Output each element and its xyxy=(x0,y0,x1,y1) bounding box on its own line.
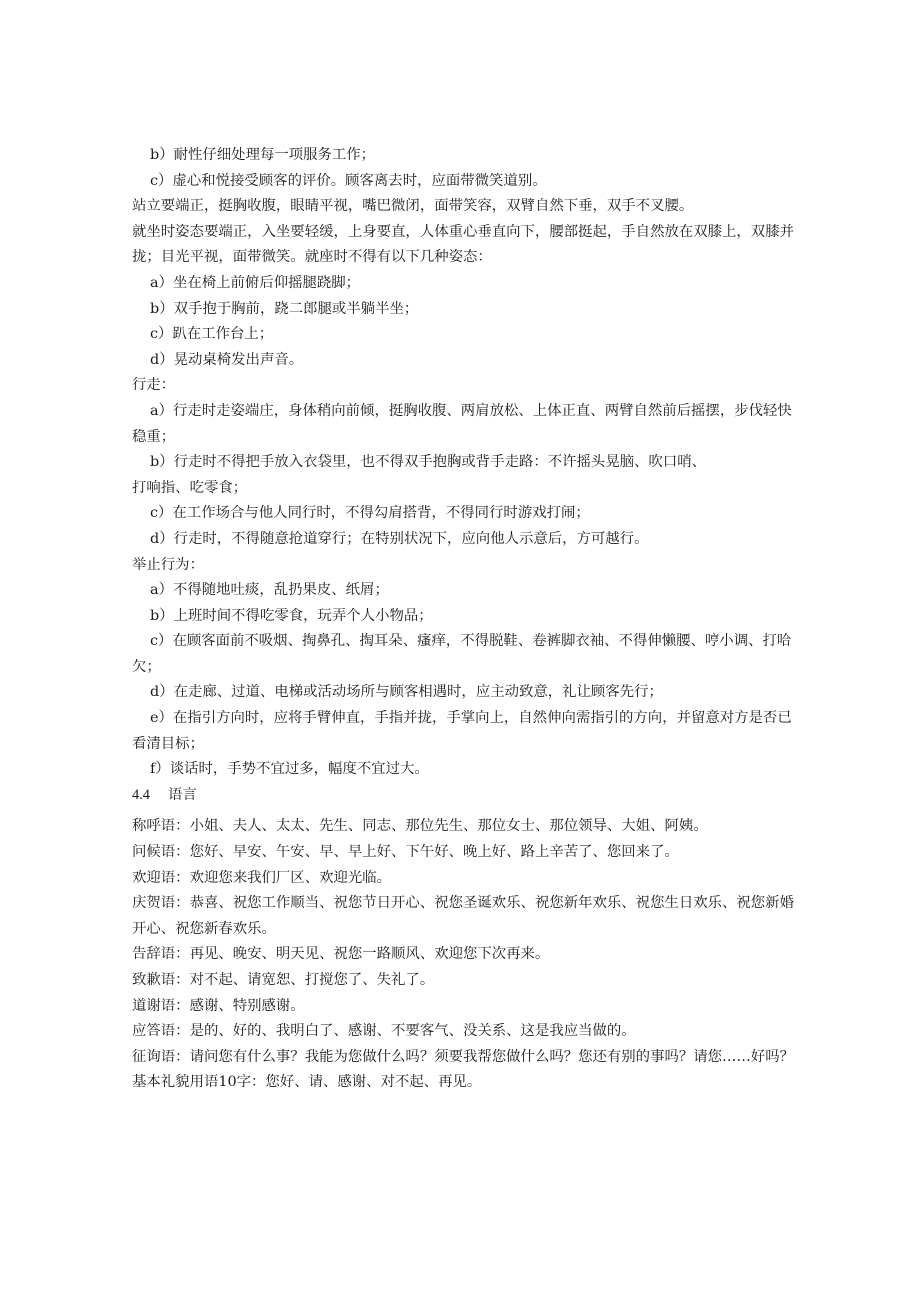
language-line: 基本礼貌用语10字：您好、请、感谢、对不起、再见。 xyxy=(132,1074,482,1091)
subheading-conduct: 举止行为： xyxy=(132,556,204,573)
list-item: b）耐性仔细处理每一项服务工作； xyxy=(150,147,376,163)
list-item: e）在指引方向时，应将手臂伸直，手指并拢，手掌向上，自然伸向需指引的方向，并留意对方是否已看清目标； xyxy=(132,710,792,752)
language-line: 称呼语：小姐、夫人、太太、先生、同志、那位先生、那位女士、那位领导、大姐、阿姨。 xyxy=(132,818,708,835)
paragraph-standing: 站立要端正，挺胸收腹，眼睛平视，嘴巴微闭，面带笑容，双臂自然下垂，双手不叉腰。 xyxy=(132,198,694,215)
language-line: 庆贺语：恭喜、祝您工作顺当、祝您节日开心、祝您圣诞欢乐、祝您新年欢乐、祝您生日欢乐、祝您新婚开心、祝您新春欢乐。 xyxy=(132,895,794,937)
language-line: 欢迎语：欢迎您来我们厂区、欢迎光临。 xyxy=(132,869,392,886)
list-item-continuation: 打响指、吃零食； xyxy=(132,479,248,496)
list-item: d）在走廊、过道、电梯或活动场所与顾客相遇时，应主动致意，礼让顾客先行； xyxy=(150,684,663,701)
list-item: f）谈话时，手势不宜过多，幅度不宜过大。 xyxy=(150,761,429,778)
language-line: 应答语：是的、好的、我明白了、感谢、不要客气、没关系、这是我应当做的。 xyxy=(132,1023,636,1040)
document-body xyxy=(132,143,794,1096)
list-item: c）虚心和悦接受顾客的评价。顾客离去时，应面带微笑道别。 xyxy=(150,172,547,189)
paragraph-sitting: 就坐时姿态要端正，入坐要轻缓，上身要直，人体重心垂直向下，腰部挺起，手自然放在双膝上，双膝并拢；目光平视，面带微笑。就座时不得有以下几种姿态： xyxy=(132,223,794,266)
subheading-walking: 行走： xyxy=(132,377,176,394)
list-item: c）在顾客面前不吸烟、掏鼻孔、掏耳朵、瘙痒，不得脱鞋、卷裤脚衣袖、不得伸懒腰、哼小调、打哈欠； xyxy=(132,633,792,675)
language-line: 致歉语：对不起、请宽恕、打搅您了、失礼了。 xyxy=(132,972,435,988)
language-line: 征询语：请问您有什么事？我能为您做什么吗？须要我帮您做什么吗？您还有别的事吗？请您……好吗？ xyxy=(132,1048,794,1065)
list-item: c）在工作场合与他人同行时，不得勾肩搭背，不得同行时游戏打闹； xyxy=(150,505,590,522)
section-number: 4.4 xyxy=(132,786,150,803)
list-item: d）行走时，不得随意抢道穿行；在特别状况下，应向他人示意后，方可越行。 xyxy=(150,530,649,547)
language-line: 问候语：您好、早安、午安、早、早上好、下午好、晚上好、路上辛苦了、您回来了。 xyxy=(132,844,679,861)
list-item: a）行走时走姿端庄，身体稍向前倾，挺胸收腹、两肩放松、上体正直、两臂自然前后摇摆，步伐轻快稳重； xyxy=(132,402,792,445)
list-item: d）晃动桌椅发出声音。 xyxy=(150,351,304,368)
language-line: 道谢语：感谢、特别感谢。 xyxy=(132,997,305,1014)
list-item: b）行走时不得把手放入衣袋里，也不得双手抱胸或背手走路：不许摇头晃脑、吹口哨、 xyxy=(150,454,707,471)
list-item: b）上班时间不得吃零食，玩弄个人小物品； xyxy=(150,607,433,624)
list-item: a）不得随地吐痰，乱扔果皮、纸屑； xyxy=(150,582,389,599)
list-item: b）双手抱于胸前，跷二郎腿或半躺半坐； xyxy=(150,300,419,317)
list-item: c）趴在工作台上； xyxy=(150,326,274,343)
language-line: 告辞语：再见、晚安、明天见、祝您一路顺风、欢迎您下次再来。 xyxy=(132,946,550,963)
section-title: 语言 xyxy=(168,786,197,803)
section-heading xyxy=(132,783,794,809)
list-item: a）坐在椅上前俯后仰摇腿跷脚； xyxy=(150,274,361,291)
